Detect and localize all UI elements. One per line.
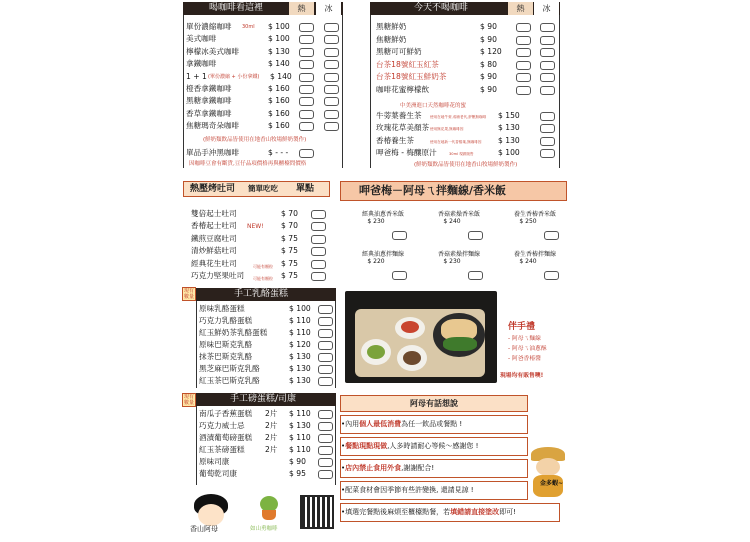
noncoffee-hot-checkbox[interactable] (516, 61, 531, 70)
noncoffee-footnote: (鮮奶類飲品皆使用在地香山牧場鮮奶製作) (414, 162, 518, 168)
noncoffee-item-name: 牛蒡葉養生茶 (376, 111, 422, 120)
gift-item: - 阿母ㄟ油蔥酥 (508, 346, 547, 352)
pound-title: 手工磅蛋糕/司康 (230, 394, 297, 404)
mascot (527, 447, 575, 499)
noncoffee-item-price: $ 150 (498, 111, 520, 120)
pound-item-name: 原味司康 (199, 457, 230, 466)
coffee-hot-checkbox[interactable] (299, 35, 314, 44)
brand1-face-icon (198, 504, 224, 526)
toast-panel (183, 181, 333, 286)
noncoffee-item (376, 135, 558, 146)
honey-note: 中美洲進口天然咖啡花的蜜 (400, 103, 467, 109)
toast-item-name: 鐵煎豆腐吐司 (191, 233, 237, 243)
pound-item (199, 420, 334, 431)
rice-item (348, 209, 418, 245)
toast-item (191, 220, 331, 231)
noncoffee-item-name: 台茶18號紅玉紅茶 (376, 59, 439, 69)
brand2-cup-icon (262, 510, 276, 520)
cake-item-name: 黑芝麻巴斯克乳酪 (199, 364, 260, 373)
notice-text: •配菜食材會因季節有些許變換, 還請見諒 ! (341, 486, 474, 494)
notice-highlight: 個人最低消費 (359, 420, 402, 428)
toast-item-price: $ 70 (281, 209, 298, 218)
notice-highlight: 店內禁止食用外食 (345, 464, 402, 472)
coffee-ice-checkbox[interactable] (324, 85, 339, 94)
rice-title: 呷爸梅－阿母ㄟ拌麵線/香米飯 (359, 184, 507, 197)
pound-panel (196, 393, 336, 485)
gift-item: - 阿爸香椿醬 (508, 356, 541, 362)
rice-checkbox[interactable] (392, 271, 407, 280)
noncoffee-item-price: $ 100 (498, 148, 520, 158)
cake-border-left (196, 301, 197, 388)
notice-text: • (341, 442, 346, 450)
notice-text: •填選完餐點後麻煩至櫃檯點餐，若 (341, 508, 451, 516)
coffee-hot-checkbox[interactable] (299, 60, 314, 69)
coffee-title: 喝咖啡看這裡 (209, 3, 264, 13)
toast-item-price: $ 75 (281, 246, 298, 256)
cake-item (199, 303, 334, 314)
rice-item-name: 經典油蔥香米飯 (361, 211, 404, 218)
toast-checkbox[interactable] (311, 272, 326, 281)
coffee-ice-label: 冰 (316, 2, 341, 15)
cake-item (199, 363, 334, 374)
coffee-item-name: 拿鐵咖啡 (186, 59, 217, 69)
notice-text-end: 為任一飲品或餐點 ! (401, 420, 463, 428)
notice-item (340, 459, 528, 478)
cake-item-name: 抹茶巴斯克乳酪 (199, 352, 253, 361)
toast-item-name: 巧克力堅果吐司 (191, 271, 245, 280)
noncoffee-item (376, 21, 558, 32)
pound-checkbox[interactable] (318, 422, 333, 431)
coffee-item-name: 美式咖啡 (186, 34, 217, 44)
toast-item-note: 可能有顆粒 (253, 276, 273, 281)
cake-item (199, 327, 334, 338)
cake-item-name: 原味乳酪蛋糕 (199, 304, 245, 313)
noncoffee-panel (370, 2, 560, 168)
toast-item-name: 香椿起士吐司 (191, 221, 237, 231)
pound-checkbox[interactable] (318, 470, 333, 479)
food-photo (345, 291, 497, 383)
pound-item (199, 444, 334, 455)
coffee-ice-checkbox[interactable] (324, 48, 339, 57)
rice-item-name: 香菇素燥拌麵線 (437, 251, 480, 258)
noncoffee-item (376, 147, 558, 158)
coffee-item (186, 58, 341, 69)
coffee-item-name: 香草拿鐵咖啡 (186, 108, 232, 118)
toast-checkbox[interactable] (311, 222, 326, 231)
cake-item-name: 原味巴斯克乳酪 (199, 340, 253, 349)
coffee-hot-checkbox[interactable] (299, 110, 314, 119)
rice-item (500, 209, 570, 245)
brand2-name: 如山勇咖啡 (250, 526, 278, 532)
toast-item-price: $ 75 (281, 233, 298, 243)
cake-item-price: $ 130 (289, 364, 311, 373)
toast-subtitle: 簡單吃吃 (248, 184, 278, 193)
coffee-item-name: 單份濃縮咖啡 (186, 22, 232, 31)
toast-item-name: 清炒鮮菇吐司 (191, 246, 237, 256)
cake-item-price: $ 100 (289, 304, 311, 313)
noncoffee-item-note: 使用在地牛蒡,成埔老代,舒壓無咖啡 (430, 115, 487, 119)
cake-checkbox[interactable] (318, 317, 333, 326)
coffee-border-left (183, 15, 184, 168)
coffee-item-price: $ 140 (270, 71, 292, 81)
cake-item-name: 紅玉鮮奶茶乳酪蛋糕 (199, 328, 268, 337)
pound-item-price: $ 110 (289, 433, 311, 442)
toast-item-note: 可能有顆粒 (253, 263, 273, 269)
gift-footer: 現場均有販售噢! (500, 373, 544, 379)
pound-item-qty: 2片 (265, 445, 278, 454)
noncoffee-ice-label: 冰 (534, 2, 559, 15)
rice-item-price: $ 250 (519, 218, 537, 225)
pound-qty-tag: 現有數量 (183, 394, 194, 406)
coffee-hot-checkbox[interactable] (299, 23, 314, 32)
pour-over-name: 單品手沖黑咖啡 (186, 148, 240, 157)
gift-item: - 阿母ㄟ麵線 (508, 336, 541, 342)
coffee-item-price: $ 100 (268, 34, 290, 44)
cake-item-name: 巧克力乳酪蛋糕 (199, 316, 253, 325)
noncoffee-item-price: $ 80 (480, 59, 497, 69)
coffee-panel (183, 2, 343, 168)
pour-over-price: $ - - - (268, 148, 289, 157)
coffee-ice-checkbox[interactable] (324, 122, 339, 131)
coffee-ice-checkbox[interactable] (324, 60, 339, 69)
noncoffee-hot-checkbox[interactable] (516, 48, 531, 57)
coffee-item-name: 黑糖拿鐵咖啡 (186, 96, 232, 106)
noncoffee-ice-checkbox[interactable] (540, 48, 555, 57)
noncoffee-hot-checkbox[interactable] (540, 112, 555, 121)
coffee-item-price: $ 130 (268, 46, 290, 56)
photo-dish-3-food (403, 351, 421, 365)
pour-over-row (186, 147, 336, 158)
coffee-item (186, 83, 341, 94)
coffee-ice-checkbox[interactable] (324, 23, 339, 32)
toast-item-name: 雙倍起士吐司 (191, 209, 237, 218)
coffee-item-name: 焦糖瑪奇朵咖啡 (186, 121, 240, 131)
noncoffee-item (376, 59, 558, 70)
notices-title: 阿母有話想說 (410, 399, 458, 408)
noncoffee-item-name: 黑糖可可鮮奶 (376, 47, 422, 57)
cake-checkbox[interactable] (318, 341, 333, 350)
noncoffee-item-name: 黑糖鮮奶 (376, 22, 407, 31)
coffee-item-price: $ 160 (268, 84, 290, 93)
coffee-item-note: 30ml (242, 24, 255, 30)
pound-checkbox[interactable] (318, 434, 333, 443)
noncoffee-hot-checkbox[interactable] (516, 73, 531, 82)
noncoffee-ice-checkbox[interactable] (540, 23, 555, 32)
notice-item (340, 415, 528, 434)
coffee-footnote: (鮮奶類飲品皆使用在地香山牧場鮮奶製作) (203, 137, 307, 143)
pound-item-qty: 2片 (265, 409, 278, 418)
toast-item-note: NEW! (247, 223, 264, 231)
rice-panel (340, 181, 568, 381)
cake-header (196, 288, 336, 301)
toast-item (191, 208, 331, 219)
pound-item-name: 酒漬葡萄磅蛋糕 (199, 433, 253, 442)
toast-checkbox[interactable] (311, 210, 326, 219)
cake-border-right (335, 301, 336, 388)
notice-item (340, 503, 560, 522)
rice-item (500, 249, 570, 285)
noncoffee-ice-checkbox[interactable] (540, 36, 555, 45)
noncoffee-hot-checkbox[interactable] (540, 149, 555, 158)
rice-header (340, 181, 567, 201)
rice-item-name: 香菇素燥香米飯 (437, 211, 480, 218)
noncoffee-hot-checkbox[interactable] (540, 137, 555, 146)
notice-item (340, 481, 528, 500)
noncoffee-item-price: $ 90 (480, 34, 497, 44)
noncoffee-item (376, 122, 558, 133)
toast-title: 熱壓烤吐司 (190, 184, 236, 194)
noncoffee-ice-checkbox[interactable] (540, 86, 555, 95)
noncoffee-hot-checkbox[interactable] (516, 23, 531, 32)
rice-item-name: 經典油蔥拌麵線 (361, 251, 404, 258)
cake-panel (196, 288, 336, 388)
coffee-item (186, 71, 341, 82)
toast-item-price: $ 75 (281, 271, 298, 280)
noncoffee-item-name: 香椿養生茶 (376, 135, 414, 145)
coffee-item (186, 108, 341, 119)
brand1-logo (186, 494, 236, 540)
cake-item (199, 339, 334, 350)
notices-header (340, 395, 528, 412)
rice-item (348, 249, 418, 285)
coffee-item (186, 46, 341, 57)
photo-greens (443, 337, 477, 351)
toast-checkbox[interactable] (311, 235, 326, 244)
mascot-face-icon (536, 458, 560, 476)
coffee-item-note: (單份濃縮 + 小份拿鐵) (208, 73, 260, 80)
noncoffee-item-name: 咖啡花蜜檸檬飲 (376, 85, 430, 94)
notice-text: •內用 (341, 420, 360, 428)
noncoffee-item-price: $ 90 (480, 85, 497, 94)
coffee-item-price: $ 160 (268, 96, 290, 106)
pound-item (199, 432, 334, 443)
noncoffee-item-name: 台茶18號紅玉鮮奶茶 (376, 72, 447, 82)
noncoffee-hot-checkbox[interactable] (516, 86, 531, 95)
noncoffee-item-price: $ 120 (480, 47, 502, 57)
noncoffee-item (376, 71, 558, 82)
toast-item-name: 經典花生吐司 (191, 258, 237, 268)
cake-item-price: $ 130 (289, 352, 311, 361)
pound-item-price: $ 95 (289, 469, 306, 478)
notice-text-end: ,人多時請耐心等候～感謝您 ! (387, 442, 479, 450)
pound-checkbox[interactable] (318, 458, 333, 467)
coffee-item (186, 21, 341, 32)
noncoffee-item (376, 110, 558, 121)
pound-item-price: $ 110 (289, 445, 311, 454)
pound-item (199, 408, 334, 419)
toast-checkbox[interactable] (311, 247, 326, 256)
cake-title: 手工乳酪蛋糕 (234, 289, 289, 299)
toast-item (191, 233, 331, 244)
noncoffee-item (376, 46, 558, 57)
toast-tag: 單點 (296, 184, 315, 194)
rice-item-price: $ 240 (519, 258, 537, 265)
pour-over-hot-checkbox[interactable] (299, 149, 314, 158)
pound-item-name: 南瓜子香蕉蛋糕 (199, 409, 253, 418)
noncoffee-item-note: 30ml 現做販售 (449, 152, 474, 157)
noncoffee-item-price: $ 130 (498, 123, 520, 133)
coffee-item-price: $ 140 (268, 59, 290, 69)
noncoffee-title: 今天不喝咖啡 (414, 3, 469, 13)
cake-checkbox[interactable] (318, 353, 333, 362)
noncoffee-item-name: 焦糖鮮奶 (376, 34, 407, 44)
notice-highlight: 餐點現點現做 (345, 442, 388, 450)
coffee-hot-checkbox[interactable] (299, 73, 314, 82)
coffee-ice-checkbox[interactable] (324, 97, 339, 106)
coffee-header (183, 2, 343, 15)
pound-item-name: 葡萄乾司康 (199, 469, 237, 478)
coffee-hot-checkbox[interactable] (299, 97, 314, 106)
cake-item (199, 351, 334, 362)
rice-item-price: $ 230 (443, 258, 461, 265)
cake-item-price: $ 120 (289, 340, 311, 349)
photo-dish-1-food (401, 321, 419, 333)
pound-item (199, 456, 334, 467)
rice-item-price: $ 230 (367, 218, 385, 225)
noncoffee-item-name: 玫瑰花草美顏茶 (376, 123, 430, 133)
toast-checkbox[interactable] (311, 260, 326, 269)
coffee-item (186, 33, 341, 44)
coffee-item-name: 1 + 1 (186, 71, 207, 81)
cake-item-price: $ 110 (289, 328, 311, 337)
noncoffee-ice-checkbox[interactable] (540, 61, 555, 70)
cake-item (199, 315, 334, 326)
rice-checkbox[interactable] (468, 271, 483, 280)
rice-item-price: $ 240 (443, 218, 461, 225)
pound-item-price: $ 110 (289, 409, 311, 418)
rice-checkbox[interactable] (544, 231, 559, 240)
noncoffee-border-right (559, 15, 560, 168)
photo-dish-2-food (367, 345, 385, 359)
notice-text-end: ,謝謝配合! (401, 464, 435, 472)
noncoffee-ice-checkbox[interactable] (540, 73, 555, 82)
cake-item-name: 紅玉茶巴斯克乳酪 (199, 376, 260, 385)
coffee-border-right (342, 15, 343, 168)
coffee-item-name: 檸檬冰美式咖啡 (186, 46, 240, 56)
noncoffee-hot-checkbox[interactable] (540, 124, 555, 133)
pound-border-right (335, 406, 336, 485)
pound-item-qty: 2片 (265, 421, 278, 430)
coffee-item-price: $ 160 (268, 108, 290, 118)
pound-item-name: 巧克力威士忌 (199, 421, 245, 430)
coffee-ice-checkbox[interactable] (324, 73, 339, 82)
rice-checkbox[interactable] (544, 271, 559, 280)
qr-code-icon[interactable] (300, 495, 334, 529)
pound-item-price: $ 90 (289, 457, 306, 466)
toast-item-price: $ 70 (281, 221, 298, 231)
pound-item-price: $ 130 (289, 421, 311, 430)
cake-checkbox[interactable] (318, 329, 333, 338)
toast-header (183, 181, 330, 197)
pound-border-left (196, 406, 197, 485)
cake-qty-tag: 現有數量 (183, 288, 194, 300)
gift-title: 伴手禮 (508, 322, 536, 332)
pound-checkbox[interactable] (318, 410, 333, 419)
coffee-item-price: $ 100 (268, 22, 290, 31)
coffee-item (186, 120, 341, 131)
notice-text-end: 即可! (499, 508, 516, 516)
noncoffee-hot-label: 熱 (508, 2, 533, 15)
pound-item (199, 468, 334, 479)
brand1-name: 香山阿母 (190, 525, 218, 533)
coffee-item (186, 95, 341, 106)
rice-item-price: $ 220 (367, 258, 385, 265)
noncoffee-header (370, 2, 560, 15)
coffee-ice-checkbox[interactable] (324, 35, 339, 44)
coffee-item-price: $ 160 (268, 121, 290, 131)
cake-item-price: $ 110 (289, 316, 311, 325)
rice-item-name: 養生香椿拌麵線 (513, 251, 556, 258)
coffee-hot-checkbox[interactable] (299, 48, 314, 57)
noncoffee-item-name: 呷爸梅 - 梅釀原汁 (376, 148, 437, 158)
coffee-hot-label: 熱 (289, 2, 314, 15)
noncoffee-item-note: 使用在地新一代香椿葉,無咖啡因 (430, 139, 482, 144)
pound-item-qty: 2片 (265, 433, 278, 442)
rice-checkbox[interactable] (468, 231, 483, 240)
coffee-item-name: 橙香拿鐵咖啡 (186, 84, 232, 93)
cake-checkbox[interactable] (318, 365, 333, 374)
pour-over-note: 因咖啡豆會有斷貨,豆仔品項價格再與櫃檯問價格 (189, 161, 307, 167)
coffee-hot-checkbox[interactable] (299, 122, 314, 131)
noncoffee-item (376, 34, 558, 45)
cake-item (199, 375, 334, 386)
cake-item-price: $ 130 (289, 376, 311, 385)
noncoffee-item-price: $ 130 (498, 135, 520, 145)
toast-item-price: $ 75 (281, 258, 298, 268)
cake-checkbox[interactable] (318, 305, 333, 314)
cake-checkbox[interactable] (318, 377, 333, 386)
noncoffee-item-price: $ 90 (480, 72, 497, 82)
noncoffee-item-price: $ 90 (480, 22, 497, 31)
coffee-hot-checkbox[interactable] (299, 85, 314, 94)
toast-item (191, 245, 331, 256)
rice-item (424, 249, 494, 285)
notice-highlight: 填錯請直接塗改 (450, 508, 500, 516)
notice-text: • (341, 464, 346, 472)
mascot-text: 金多蝦~ (540, 480, 564, 487)
brand2-logo (248, 496, 293, 538)
noncoffee-hot-checkbox[interactable] (516, 36, 531, 45)
rice-checkbox[interactable] (392, 231, 407, 240)
gift-box (502, 317, 562, 387)
noncoffee-item (376, 84, 558, 95)
notice-item (340, 437, 528, 456)
pound-checkbox[interactable] (318, 446, 333, 455)
coffee-ice-checkbox[interactable] (324, 110, 339, 119)
rice-item-name: 養生香椿香米飯 (513, 211, 556, 218)
rice-item (424, 209, 494, 245)
toast-item (191, 258, 331, 269)
noncoffee-border-left (370, 15, 371, 168)
pound-item-name: 紅玉茶磅蛋糕 (199, 445, 245, 454)
toast-item (191, 270, 331, 281)
noncoffee-item-note: 使用無花果,無咖啡因 (430, 127, 464, 132)
pound-header (196, 393, 336, 406)
